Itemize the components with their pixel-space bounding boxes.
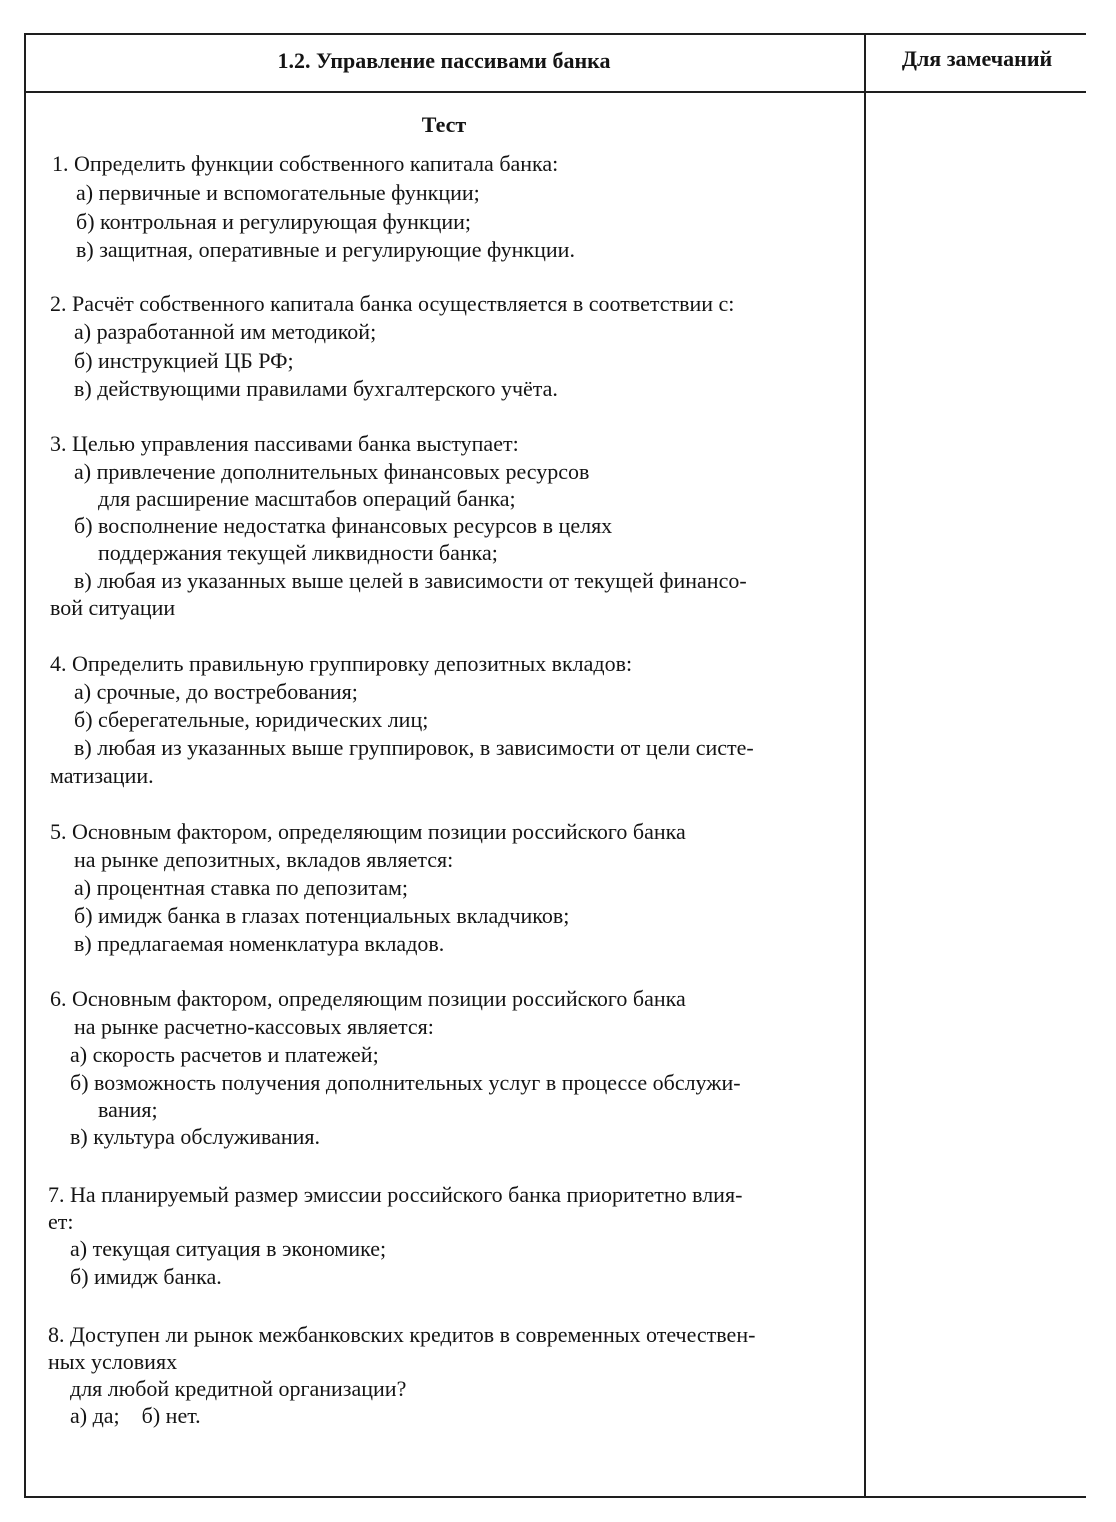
question-text: 8. Доступен ли рынок межбанковских кредитов в современных отечествен-: [48, 1322, 756, 1347]
answer-option: б) сберегательные, юридических лиц;: [74, 707, 429, 732]
answer-option: а) да; б) нет.: [70, 1403, 201, 1428]
answer-option: б) контрольная и регулирующая функции;: [76, 209, 472, 234]
answer-option: б) возможность получения дополнительных услуг в процессе обслужи-: [70, 1070, 741, 1095]
answer-option: а) разработанной им методикой;: [74, 319, 377, 344]
section-title: 1.2. Управление пассивами банка: [277, 48, 611, 73]
answer-option: в) любая из указанных выше группировок, в зависимости от цели систе-: [74, 735, 754, 760]
answer-option: вания;: [98, 1097, 158, 1122]
answer-option: б) восполнение недостатка финансовых ресурсов в целях: [74, 513, 613, 538]
answer-option: поддержания текущей ликвидности банка;: [98, 540, 498, 565]
question-text: 1. Определить функции собственного капитала банка:: [52, 151, 559, 176]
question-text: для любой кредитной организации?: [70, 1376, 407, 1401]
notes-column-header: Для замечаний: [901, 46, 1053, 71]
table-bottom-rule: [24, 1496, 1086, 1498]
answer-option: в) культура обслуживания.: [70, 1124, 321, 1149]
answer-option: в) защитная, оперативные и регулирующие функции.: [76, 237, 575, 262]
question-text: 7. На планируемый размер эмиссии российского банка приоритетно влия-: [48, 1182, 743, 1207]
answer-option: а) скорость расчетов и платежей;: [70, 1042, 379, 1067]
header-bottom-rule: [24, 91, 1086, 93]
answer-option: а) первичные и вспомогательные функции;: [76, 180, 480, 205]
answer-option: вой ситуации: [50, 595, 176, 620]
question-text: ет:: [48, 1209, 74, 1234]
answer-option: б) имидж банка.: [70, 1264, 222, 1289]
column-divider-rule: [864, 33, 866, 1498]
question-text: 5. Основным фактором, определяющим позиции российского банка: [50, 819, 686, 844]
answer-option: б) инструкцией ЦБ РФ;: [74, 348, 294, 373]
question-text: ных условиях: [48, 1349, 178, 1374]
question-text: на рынке расчетно-кассовых является:: [74, 1014, 434, 1039]
answer-option: б) имидж банка в глазах потенциальных вкладчиков;: [74, 903, 570, 928]
answer-option: в) предлагаемая номенклатура вкладов.: [74, 931, 445, 956]
question-text: на рынке депозитных, вкладов является:: [74, 847, 454, 872]
test-title: Тест: [421, 112, 467, 137]
answer-option: для расширение масштабов операций банка;: [98, 486, 516, 511]
question-text: 2. Расчёт собственного капитала банка осуществляется в соответствии с:: [50, 291, 735, 316]
question-text: 4. Определить правильную группировку депозитных вкладов:: [50, 651, 633, 676]
answer-option: матизации.: [50, 763, 154, 788]
answer-option: а) срочные, до востребования;: [74, 679, 358, 704]
question-text: 6. Основным фактором, определяющим позиции российского банка: [50, 986, 686, 1011]
table-left-rule: [24, 33, 26, 1498]
answer-option: а) текущая ситуация в экономике;: [70, 1236, 387, 1261]
answer-option: в) любая из указанных выше целей в зависимости от текущей финансо-: [74, 568, 747, 593]
question-text: 3. Целью управления пассивами банка выступает:: [50, 431, 519, 456]
answer-option: а) привлечение дополнительных финансовых ресурсов: [74, 459, 590, 484]
table-top-rule: [24, 33, 1086, 35]
answer-option: в) действующими правилами бухгалтерского учёта.: [74, 376, 558, 401]
answer-option: а) процентная ставка по депозитам;: [74, 875, 409, 900]
